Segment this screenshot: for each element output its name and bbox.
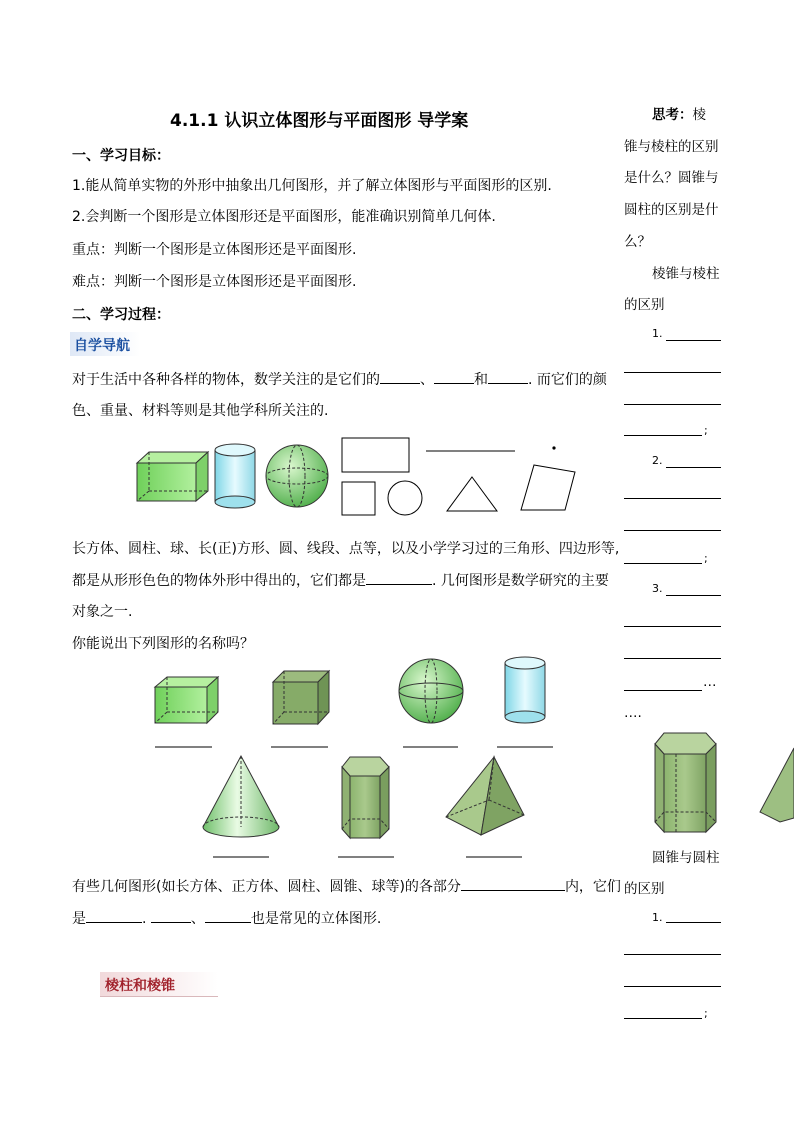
think-text-1: 棱 [692, 107, 706, 123]
think-line-4: 圆柱的区别是什 [624, 202, 719, 218]
sidebar-answer-4c[interactable] [624, 986, 721, 987]
sidebar-answer-3d[interactable] [624, 690, 702, 691]
sidebar-answer-3c[interactable] [624, 658, 721, 659]
sidebar-answer-1c[interactable] [624, 404, 721, 405]
sidebar-num-4: 1. [652, 911, 663, 924]
para2-text-b: 都是从形形色色的物体外形中得出的，它们都是 [72, 573, 366, 589]
sidebar-answer-4d[interactable] [624, 1018, 702, 1019]
sphere-figure-2 [399, 659, 463, 723]
blank-solid-figures[interactable] [86, 910, 142, 923]
blank-prism[interactable] [151, 910, 191, 923]
cube-figure [273, 671, 329, 724]
think-line-3: 是什么？圆锥与 [624, 170, 719, 186]
triangle-shape [447, 477, 497, 511]
think-line-1 [652, 103, 706, 123]
objective-1: 1.能从简单实物的外形中抽象出几何图形，并了解立体图形与平面图形的区别. [72, 178, 552, 194]
para3-text-b: 内，它们 [564, 879, 621, 895]
para3-text-e: 也是常见的立体图形. [250, 911, 382, 927]
cylinder-figure-2 [505, 657, 545, 723]
para2-line2 [72, 570, 609, 590]
process-heading: 二、学习过程： [72, 307, 170, 323]
sidebar-ellipsis-b: …. [624, 705, 642, 721]
para3-text-d: . [142, 911, 151, 927]
cylinder-figure-1 [215, 444, 255, 508]
prism-pyramid-tag: 棱柱和棱锥 [105, 978, 175, 994]
para3-sep: 、 [190, 911, 205, 927]
sidebar-answer-2d[interactable] [624, 563, 702, 564]
objective-2: 2.会判断一个图形是立体图形还是平面图形，能准确识别简单几何体. [72, 209, 496, 225]
sub1-line-1: 棱锥与棱柱 [652, 266, 720, 282]
sidebar-num-3: 3. [652, 582, 663, 595]
think-label: 思考： [652, 107, 693, 123]
pyramid-figure [446, 757, 524, 835]
sidebar-answer-4b[interactable] [624, 954, 721, 955]
sphere-figure-1 [266, 445, 328, 507]
para3-line1 [72, 876, 621, 896]
sidebar-answer-3a[interactable] [666, 595, 721, 596]
para1-sep1: 、 [420, 372, 434, 388]
para2-text-c: . 几何图形是数学研究的主要 [432, 573, 609, 589]
sidebar-hexagonal-prism-figure [655, 733, 716, 832]
sidebar-answer-2c[interactable] [624, 530, 721, 531]
key-point: 重点：判断一个图形是立体图形还是平面图形. [72, 242, 357, 258]
para1-text-b: . 而它们的颜 [528, 372, 607, 388]
sub1-line-2: 的区别 [624, 297, 665, 313]
cone-figure [203, 756, 279, 837]
para2-line1: 长方体、圆柱、球、长(正)方形、圆、线段、点等，以及小学学习过的三角形、四边形等, [72, 541, 620, 557]
point-shape [552, 446, 555, 449]
para3-text-c: 是 [72, 911, 86, 927]
sidebar-answer-2a[interactable] [666, 467, 721, 468]
sidebar-semi-4: ; [704, 1007, 708, 1020]
sidebar-num-2: 2. [652, 454, 663, 467]
quadrilateral-shape [521, 465, 575, 510]
para2-line3: 对象之一. [72, 604, 133, 620]
rectangle-shape [342, 438, 409, 472]
sidebar-num-1: 1. [652, 327, 663, 340]
para3-line2 [72, 908, 381, 928]
blank-same-plane[interactable] [461, 878, 565, 891]
difficulty-point: 难点：判断一个图形是立体图形还是平面图形. [72, 274, 357, 290]
objectives-heading: 一、学习目标： [72, 148, 170, 164]
self-study-tag: 自学导航 [74, 338, 130, 354]
sub2-line-1: 圆锥与圆柱 [652, 850, 720, 866]
para1-line2: 色、重量、材料等则是其他学科所关注的. [72, 403, 329, 419]
names-question: 你能说出下列图形的名称吗？ [72, 636, 254, 652]
sidebar-ellipsis-a: … [703, 674, 717, 690]
sidebar-semi-2: ; [704, 552, 708, 565]
think-line-5: 么？ [624, 234, 651, 250]
para3-text-a: 有些几何图形(如长方体、正方体、圆柱、圆锥、球等)的各部分 [72, 879, 461, 895]
page-title: 4.1.1 认识立体图形与平面图形 导学案 [170, 111, 469, 131]
sidebar-answer-1b[interactable] [624, 372, 721, 373]
hexagonal-prism-figure [342, 757, 389, 838]
blank-pyramid[interactable] [205, 910, 251, 923]
sidebar-answer-1a[interactable] [666, 340, 721, 341]
blank-geometric-figures[interactable] [366, 572, 432, 585]
square-shape [342, 482, 375, 515]
sidebar-answer-3b[interactable] [624, 626, 721, 627]
sidebar-answer-2b[interactable] [624, 498, 721, 499]
sidebar-semi-1: ; [704, 424, 708, 437]
para1-sep2: 和 [474, 372, 488, 388]
cuboid-figure-2 [155, 677, 218, 723]
think-line-2: 锥与棱柱的区别 [624, 139, 719, 155]
circle-shape [388, 481, 422, 515]
cuboid-figure-1 [137, 452, 208, 501]
para1-text-a: 对于生活中各种各样的物体，数学关注的是它们的 [72, 372, 380, 388]
sidebar-answer-4a[interactable] [666, 922, 721, 923]
sidebar-pyramid-figure-partial [760, 748, 794, 822]
sidebar-answer-1d[interactable] [624, 435, 702, 436]
sub2-line-2: 的区别 [624, 881, 665, 897]
